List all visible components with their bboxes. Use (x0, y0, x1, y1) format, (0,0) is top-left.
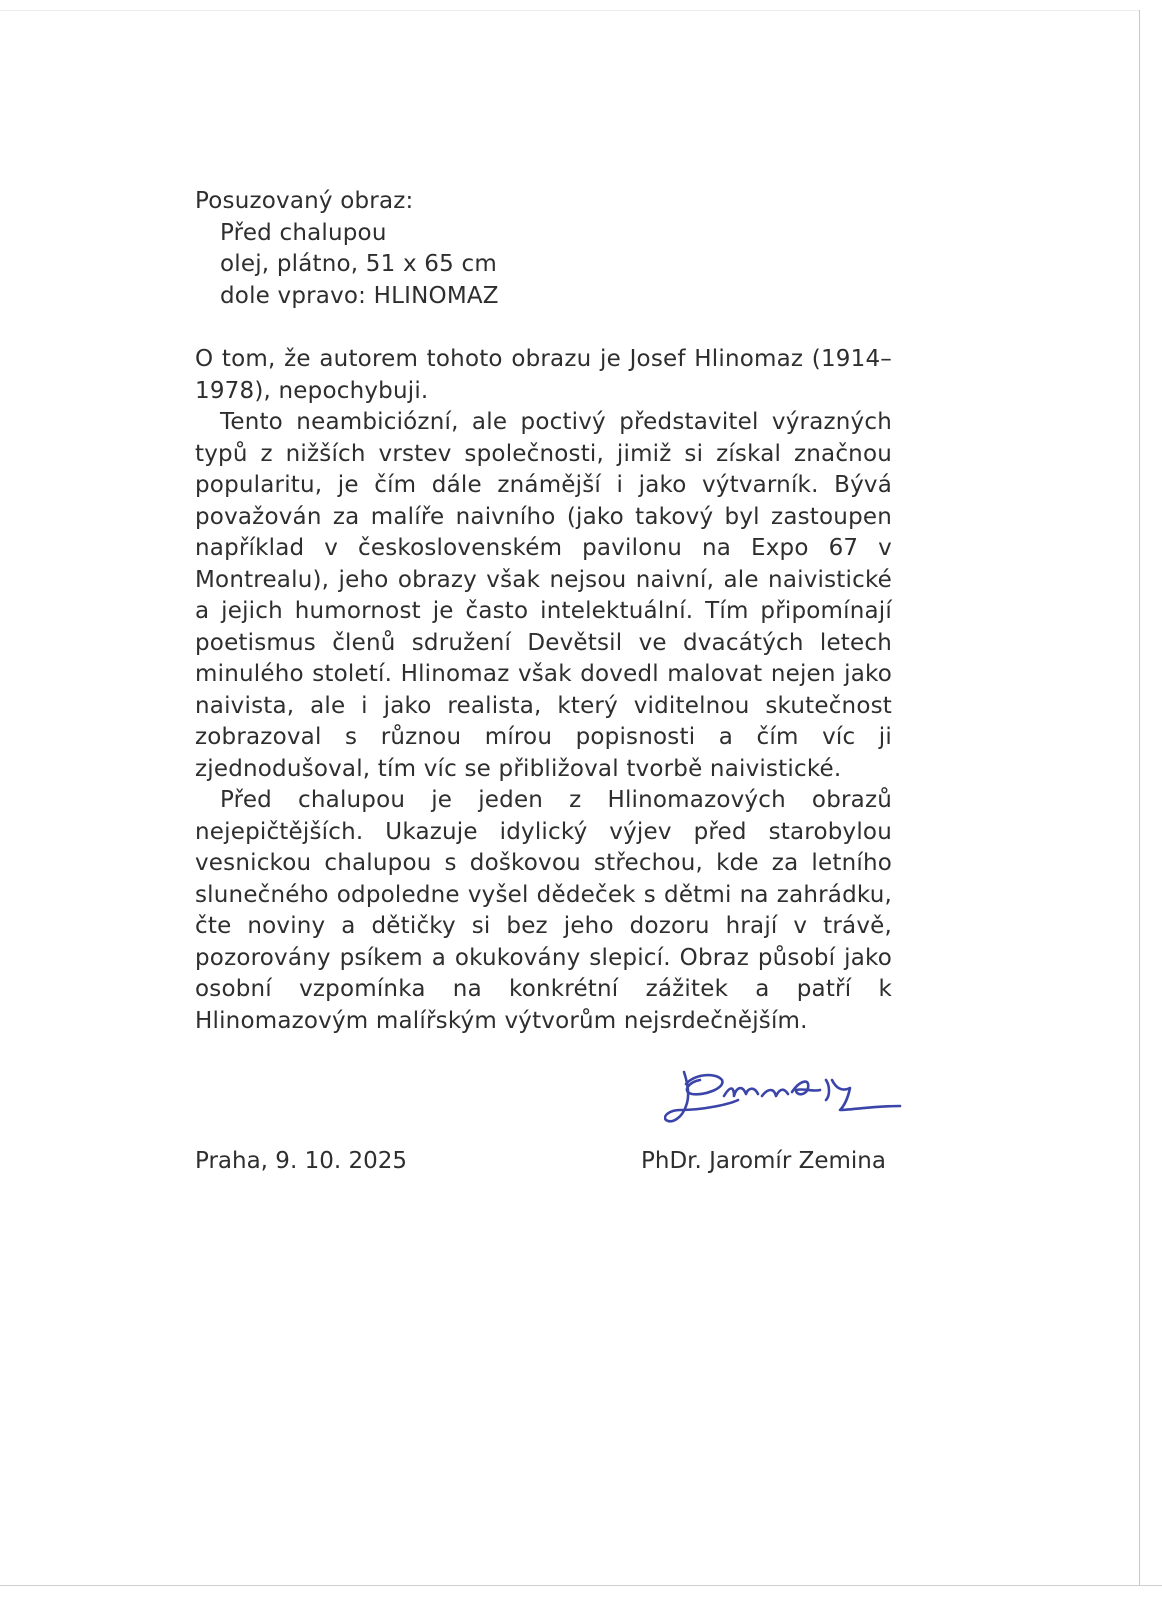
painting-info (195, 186, 892, 312)
painting-medium-size: olej, plátno, 51 x 65 cm (220, 251, 497, 277)
scan-edge-right (1139, 10, 1140, 1585)
scan-edge-top (0, 10, 1140, 11)
paragraph-painting: Před chalupou je jeden z Hlinomazových obrazů nejepičtějších. Ukazuje idylický výjev před starobylou vesnickou chalupou s doškovou střechou, kde za letního slunečného odpoledne vyšel dědeček s dětmi na zahrádku, čte noviny a dětičky si bez jeho dozoru hrají v trávě, pozorovány psíkem a okukovány slepicí. Obraz působí jako osobní vzpomínka na konkrétní zážitek a patří k Hlinomazovým malířským výtvorům nejsrdečnějším. (195, 787, 892, 1034)
painting-info-title: Posuzovaný obraz: (195, 188, 414, 214)
expert-opinion-document (195, 186, 892, 1037)
scan-edge-bottom (0, 1585, 1162, 1586)
painting-name: Před chalupou (220, 219, 387, 246)
opinion-text (195, 344, 892, 1037)
paragraph-attribution: O tom, že autorem tohoto obrazu je Josef Hlinomaz (1914–1978), nepochybuji. (195, 346, 892, 404)
place-and-date: Praha, 9. 10. 2025 (195, 1148, 407, 1174)
signature-icon (664, 1066, 914, 1136)
paragraph-artist: Tento neambiciózní, ale poctivý představitel výrazných typů z nižších vrstev společnosti, jimiž si získal značnou popularitu, je čím dále známější i jako výtvarník. Bývá považován za malíře naivního (jako takový byl zastoupen například v československém pavilonu na Expo 67 v Montrealu), jeho obrazy však nejsou naivní, ale naivistické a jejich humornost je často intelektuální. Tím připomínají poetismus členů sdružení Devětsil ve dvacátých letech minulého století. Hlinomaz však dovedl malovat nejen jako naivista, ale i jako realista, který viditelnou skutečnost zobrazoval s různou mírou popisnosti a čím víc ji zjednodušoval, tím víc se přibližoval tvorbě naivistické. (195, 409, 892, 782)
signer-name: PhDr. Jaromír Zemina (641, 1148, 886, 1174)
painting-signature-location: dole vpravo: HLINOMAZ (220, 282, 499, 309)
